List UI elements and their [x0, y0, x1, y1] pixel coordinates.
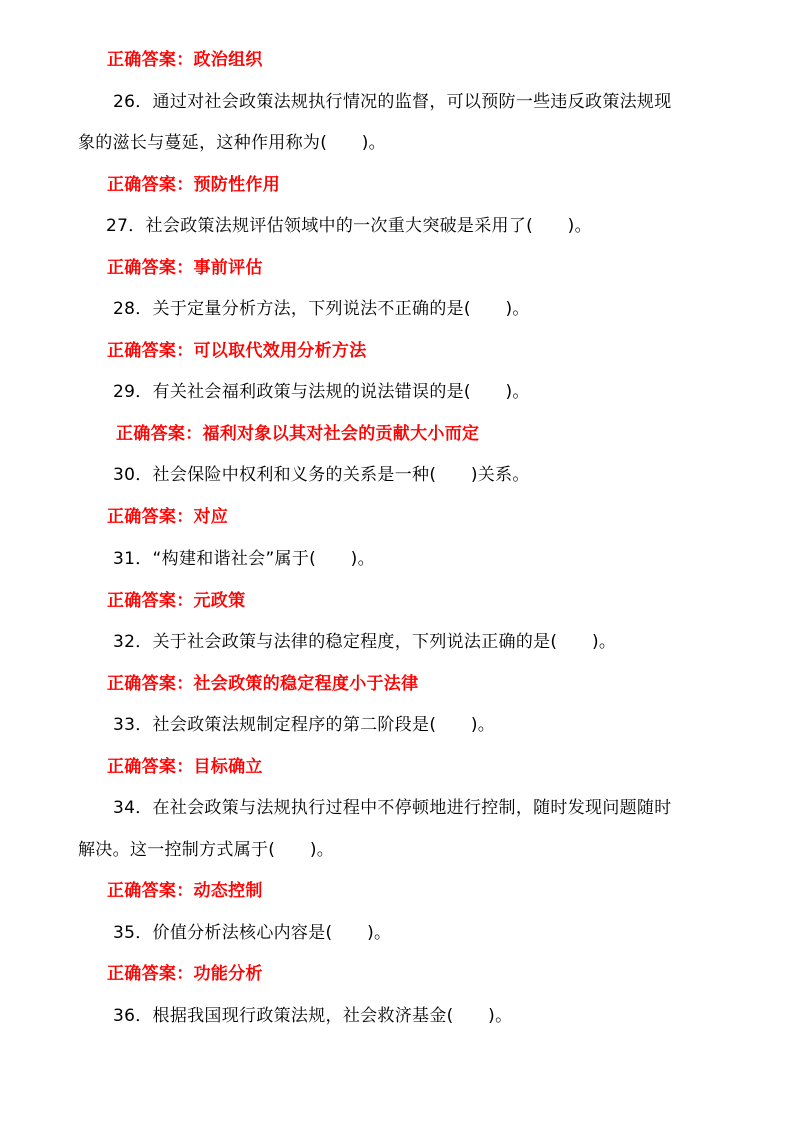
question-line: 32．关于社会政策与法律的稳定程度，下列说法正确的是( )。: [113, 632, 617, 652]
answer-line: 正确答案：对应: [107, 507, 229, 527]
question-line: 29．有关社会福利政策与法规的说法错误的是( )。: [113, 382, 530, 402]
answer-line: 正确答案：福利对象以其对社会的贡献大小而定: [116, 424, 480, 444]
answer-line: 正确答案：功能分析: [107, 964, 263, 984]
answer-line: 正确答案：政治组织: [107, 50, 263, 70]
question-line: 35．价值分析法核心内容是( )。: [113, 923, 392, 943]
answer-line: 正确答案：预防性作用: [107, 175, 280, 195]
answer-line: 正确答案：元政策: [107, 591, 246, 611]
question-line: 34．在社会政策与法规执行过程中不停顿地进行控制，随时发现问题随时: [113, 798, 672, 818]
answer-line: 正确答案：可以取代效用分析方法: [107, 341, 367, 361]
question-line: 28．关于定量分析方法，下列说法不正确的是( )。: [113, 299, 530, 319]
question-line: 36．根据我国现行政策法规，社会救济基金( )。: [113, 1006, 513, 1026]
question-line: 26．通过对社会政策法规执行情况的监督，可以预防一些违反政策法规现: [113, 92, 672, 112]
question-line: 解决。这一控制方式属于( )。: [78, 840, 335, 860]
question-line: 33．社会政策法规制定程序的第二阶段是( )。: [113, 715, 496, 735]
answer-line: 正确答案：目标确立: [107, 757, 263, 777]
answer-line: 正确答案：事前评估: [107, 258, 263, 278]
answer-line: 正确答案：动态控制: [107, 881, 263, 901]
answer-line: 正确答案：社会政策的稳定程度小于法律: [107, 674, 419, 694]
question-line: 象的滋长与蔓延，这种作用称为( )。: [78, 133, 386, 153]
question-line: 27．社会政策法规评估领域中的一次重大突破是采用了( )。: [106, 216, 592, 236]
question-line: 30．社会保险中权利和义务的关系是一种( )关系。: [113, 465, 530, 485]
question-line: 31．“构建和谐社会”属于( )。: [113, 549, 375, 569]
